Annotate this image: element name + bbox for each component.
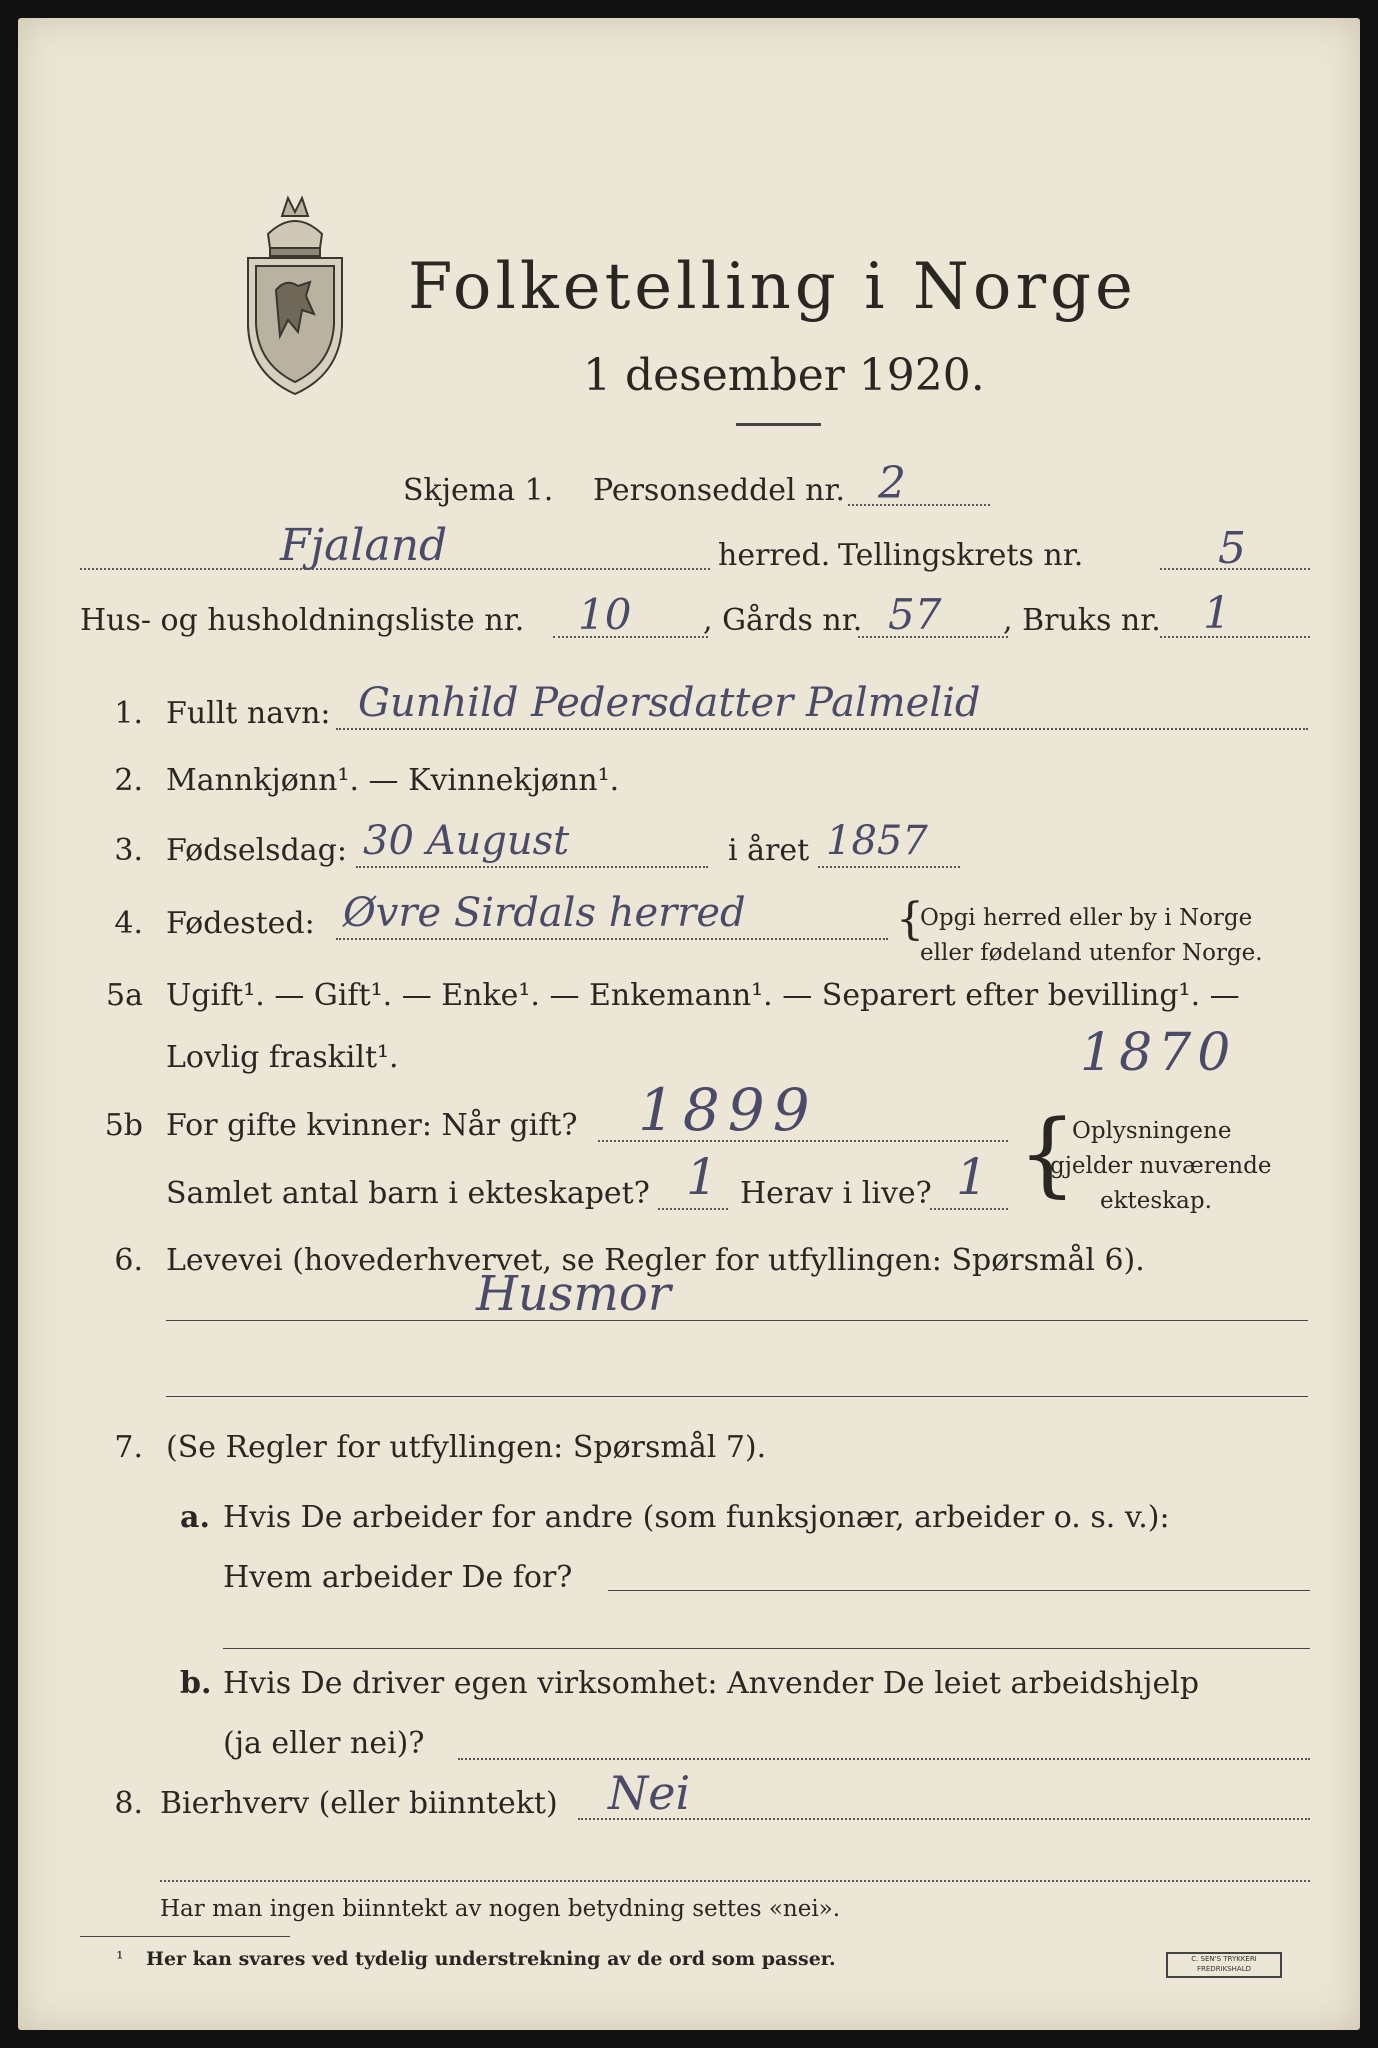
norway-coat-of-arms-icon	[240, 186, 350, 401]
q5b-alive-line	[930, 1208, 1008, 1210]
q5b-note-3: ekteskap.	[1100, 1188, 1212, 1214]
q5b-when-married-value[interactable]: 1899	[638, 1076, 818, 1144]
q7a-line-1: Hvis De arbeider for andre (som funksjonær, arbeider o. s. v.):	[223, 1500, 1170, 1535]
herred-value[interactable]: Fjaland	[280, 520, 448, 571]
form-title: Folketelling i Norge	[408, 250, 1137, 324]
q7-label: (Se Regler for utfyllingen: Spørsmål 7).	[166, 1430, 767, 1465]
q3-year-line	[818, 866, 960, 868]
q5b-children-value[interactable]: 1	[686, 1148, 718, 1206]
q8-number: 8.	[114, 1786, 143, 1821]
q8-side-income-value[interactable]: Nei	[608, 1766, 691, 1820]
census-form-page	[18, 18, 1360, 2030]
footnote-divider	[80, 1936, 290, 1937]
bruks-line	[1160, 636, 1310, 638]
tellingskrets-label: Tellingskrets nr.	[838, 538, 1084, 573]
q5a-number: 5a	[106, 978, 143, 1013]
q7a-number: a.	[180, 1500, 210, 1535]
q5b-alive-label: Herav i live?	[740, 1176, 932, 1211]
personseddel-value[interactable]: 2	[878, 458, 906, 509]
gards-label: , Gårds nr.	[703, 603, 863, 638]
q4-brace: {	[896, 894, 924, 945]
q5b-note-1: Oplysningene	[1072, 1118, 1232, 1144]
q7b-line-2: (ja eller nei)?	[223, 1726, 425, 1761]
bruks-label: , Bruks nr.	[1003, 603, 1161, 638]
q5b-alive-value[interactable]: 1	[956, 1148, 988, 1206]
footer-note: Har man ingen biinntekt av nogen betydning settes «nei».	[160, 1896, 841, 1922]
q6-number: 6.	[114, 1243, 143, 1278]
q7b-line-1: Hvis De driver egen virksomhet: Anvender De leiet arbeidshjelp	[223, 1666, 1200, 1701]
q8-label: Bierhverv (eller biinntekt)	[160, 1786, 558, 1821]
q2-sex-options[interactable]: Mannkjønn¹. — Kvinnekjønn¹.	[166, 763, 620, 798]
q5b-children-label: Samlet antal barn i ekteskapet?	[166, 1176, 650, 1211]
q5b-when-married-label: For gifte kvinner: Når gift?	[166, 1108, 578, 1143]
q3-birthday-value[interactable]: 30 August	[363, 818, 570, 864]
q4-birthplace-value[interactable]: Øvre Sirdals herred	[343, 890, 746, 936]
q7a-answer-line-1[interactable]	[608, 1590, 1310, 1591]
title-divider	[736, 423, 821, 426]
q6-label: Levevei (hovederhvervet, se Regler for utfyllingen: Spørsmål 6).	[166, 1243, 1145, 1278]
q4-note-1: Opgi herred eller by i Norge	[920, 905, 1253, 931]
q5b-brace: {	[1018, 1100, 1077, 1207]
q2-number: 2.	[114, 763, 143, 798]
q4-note-2: eller fødeland utenfor Norge.	[920, 940, 1263, 966]
footnote-mark: ¹	[116, 1948, 124, 1970]
skjema-label: Skjema 1.	[403, 473, 554, 508]
q3-year-label: i året	[728, 833, 810, 868]
q1-label: Fullt navn:	[166, 696, 331, 731]
q6-occupation-value[interactable]: Husmor	[476, 1266, 671, 1322]
q8-line-2	[160, 1880, 1310, 1882]
q5a-divorced-option[interactable]: Lovlig fraskilt¹.	[166, 1040, 399, 1075]
q3-day-line	[356, 866, 708, 868]
q1-full-name-value[interactable]: Gunhild Pedersdatter Palmelid	[358, 680, 981, 726]
q1-line	[336, 728, 1308, 730]
q3-year-value[interactable]: 1857	[826, 818, 928, 864]
printer-stamp: C. SEN'S TRYKKERI FREDRIKSHALD	[1166, 1952, 1282, 1978]
hus-value[interactable]: 10	[578, 590, 632, 639]
q5b-note-2: gjelder nuværende	[1050, 1153, 1272, 1179]
q4-number: 4.	[114, 906, 143, 941]
tellingskrets-value[interactable]: 5	[1218, 523, 1246, 574]
q7a-line-2: Hvem arbeider De for?	[223, 1560, 573, 1595]
personseddel-line	[848, 504, 990, 506]
census-date: 1 desember 1920.	[583, 350, 985, 401]
bruks-value[interactable]: 1	[1203, 588, 1231, 639]
q5b-number: 5b	[104, 1108, 143, 1143]
hus-label: Hus- og husholdningsliste nr.	[80, 603, 525, 638]
q7b-answer-line[interactable]	[458, 1758, 1310, 1760]
q5a-margin-note: 1870	[1080, 1023, 1237, 1083]
q3-number: 3.	[114, 833, 143, 868]
q3-label: Fødselsdag:	[166, 833, 347, 868]
q1-number: 1.	[114, 696, 143, 731]
herred-label: herred.	[718, 538, 831, 573]
q4-label: Fødested:	[166, 906, 315, 941]
q6-line-1	[166, 1320, 1308, 1321]
q5a-marital-options[interactable]: Ugift¹. — Gift¹. — Enke¹. — Enkemann¹. — Separert efter bevilling¹. —	[166, 978, 1240, 1013]
q7b-number: b.	[180, 1666, 212, 1701]
personseddel-label: Personseddel nr.	[593, 473, 846, 508]
footnote-text: Her kan svares ved tydelig understrekning av de ord som passer.	[146, 1948, 836, 1970]
q5b-children-line	[658, 1208, 728, 1210]
q7-number: 7.	[114, 1430, 143, 1465]
q6-line-2	[166, 1396, 1308, 1397]
q4-line	[336, 938, 888, 940]
gards-value[interactable]: 57	[888, 590, 942, 639]
q7a-answer-line-2[interactable]	[223, 1648, 1310, 1649]
